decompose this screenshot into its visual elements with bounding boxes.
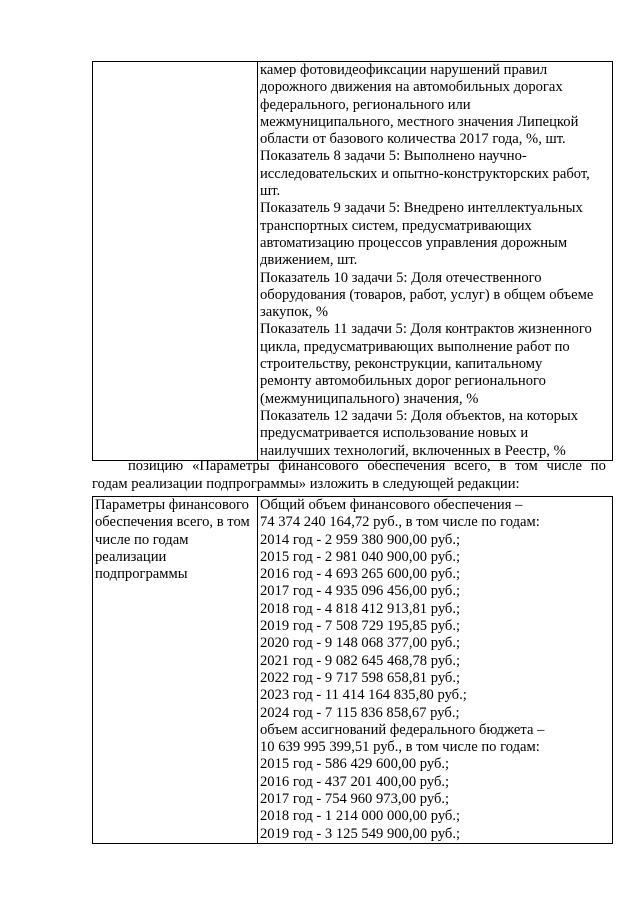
- text-line: реализации: [95, 548, 167, 565]
- text-line: закупок, %: [260, 304, 329, 321]
- text-line: 2018 год - 4 818 412 913,81 руб.;: [260, 600, 461, 617]
- text-line: строительству, реконструкции, капитальному: [260, 356, 543, 373]
- text-line: Показатель 10 задачи 5: Доля отечественного: [260, 269, 542, 286]
- text-line: 10 639 995 399,51 руб., в том числе по годам:: [260, 739, 540, 756]
- word: числе: [546, 458, 582, 474]
- text-line: обеспечения всего, в том: [95, 514, 250, 531]
- text-line: 2023 год - 11 414 164 835,80 руб.;: [260, 687, 467, 704]
- paragraph-line-2: годам реализации подпрограммы» изложить в следующей редакции:: [92, 475, 520, 492]
- table-row: [93, 497, 613, 844]
- text-line: 2015 год - 586 429 600,00 руб.;: [260, 756, 450, 773]
- text-line: ремонту автомобильных дорог регионального: [260, 373, 546, 390]
- word: финансового: [278, 458, 359, 474]
- text-line: Показатель 9 задачи 5: Внедрено интеллектуальных: [260, 200, 583, 217]
- text-line: транспортных систем, предусматривающих: [260, 217, 532, 234]
- text-line: межмуниципального, местного значения Липецкой: [260, 113, 579, 130]
- text-line: Показатель 8 задачи 5: Выполнено научно-: [260, 148, 527, 165]
- text-line: 2024 год - 7 115 836 858,67 руб.;: [260, 704, 460, 721]
- text-line: предусматривается использование новых и: [260, 425, 529, 442]
- text-line: дорожного движения на автомобильных дорогах: [260, 79, 563, 96]
- text-line: (межмуниципального) значения, %: [260, 390, 479, 407]
- text-line: автоматизацию процессов управления дорожным: [260, 234, 568, 251]
- text-line: 2021 год - 9 082 645 468,78 руб.;: [260, 652, 461, 669]
- text-line: Общий объем финансового обеспечения –: [260, 497, 523, 513]
- text-line: цикла, предусматривающих выполнение работ по: [260, 338, 570, 355]
- text-line: числе по годам: [95, 531, 189, 548]
- indicators-cell: [258, 62, 613, 461]
- text-line: 2015 год - 2 981 040 900,00 руб.;: [260, 548, 461, 565]
- text-line: Показатель 12 задачи 5: Доля объектов, на которых: [260, 407, 579, 424]
- text-line: 2022 год - 9 717 598 658,81 руб.;: [260, 669, 461, 686]
- text-line: федерального, регионального или: [260, 96, 471, 113]
- word: позицию: [128, 458, 184, 474]
- text-line: 2020 год - 9 148 068 377,00 руб.;: [260, 635, 461, 652]
- table-row: [93, 62, 613, 461]
- text-line: подпрограммы: [95, 566, 188, 583]
- text-line: наилучших технологий, включенных в Реестр, %: [260, 442, 566, 459]
- text-line: 2016 год - 437 201 400,00 руб.;: [260, 773, 450, 790]
- financing-table: [92, 496, 613, 844]
- text-line: Параметры финансового: [95, 497, 249, 513]
- indicators-table: [92, 61, 613, 461]
- word: том: [515, 458, 538, 474]
- text-line: 2017 год - 4 935 096 456,00 руб.;: [260, 583, 461, 600]
- text-line: движением, шт.: [260, 252, 358, 269]
- text-line: 2019 год - 3 125 549 900,00 руб.;: [260, 825, 461, 842]
- text-line: 2018 год - 1 214 000 000,00 руб.;: [260, 808, 461, 825]
- text-line: исследовательских и опытно-конструкторских работ,: [260, 165, 590, 182]
- word: в: [499, 458, 507, 474]
- instruction-paragraph: [92, 458, 606, 493]
- text-line: 2014 год - 2 959 380 900,00 руб.;: [260, 531, 461, 548]
- word: по: [590, 458, 606, 474]
- text-line: 2019 год - 7 508 729 195,85 руб.;: [260, 618, 461, 635]
- table-cell-empty: [93, 62, 258, 461]
- text-line: объем ассигнований федерального бюджета –: [260, 721, 545, 738]
- word: всего,: [454, 458, 491, 474]
- word: обеспечения: [367, 458, 446, 474]
- financing-values-cell: [258, 497, 613, 844]
- text-line: шт.: [260, 183, 281, 200]
- parameter-label-cell: [93, 497, 258, 844]
- text-line: оборудования (товаров, работ, услуг) в общем объеме: [260, 286, 594, 303]
- word: «Параметры: [192, 458, 270, 474]
- text-line: 2016 год - 4 693 265 600,00 руб.;: [260, 566, 461, 583]
- text-line: области от базового количества 2017 года, %, шт.: [260, 131, 566, 148]
- text-line: камер фотовидеофиксации нарушений правил: [260, 62, 548, 78]
- text-line: Показатель 11 задачи 5: Доля контрактов жизненного: [260, 321, 592, 338]
- text-line: 2017 год - 754 960 973,00 руб.;: [260, 791, 450, 808]
- paragraph-line-1: [92, 458, 606, 476]
- text-line: 74 374 240 164,72 руб., в том числе по годам:: [260, 514, 540, 531]
